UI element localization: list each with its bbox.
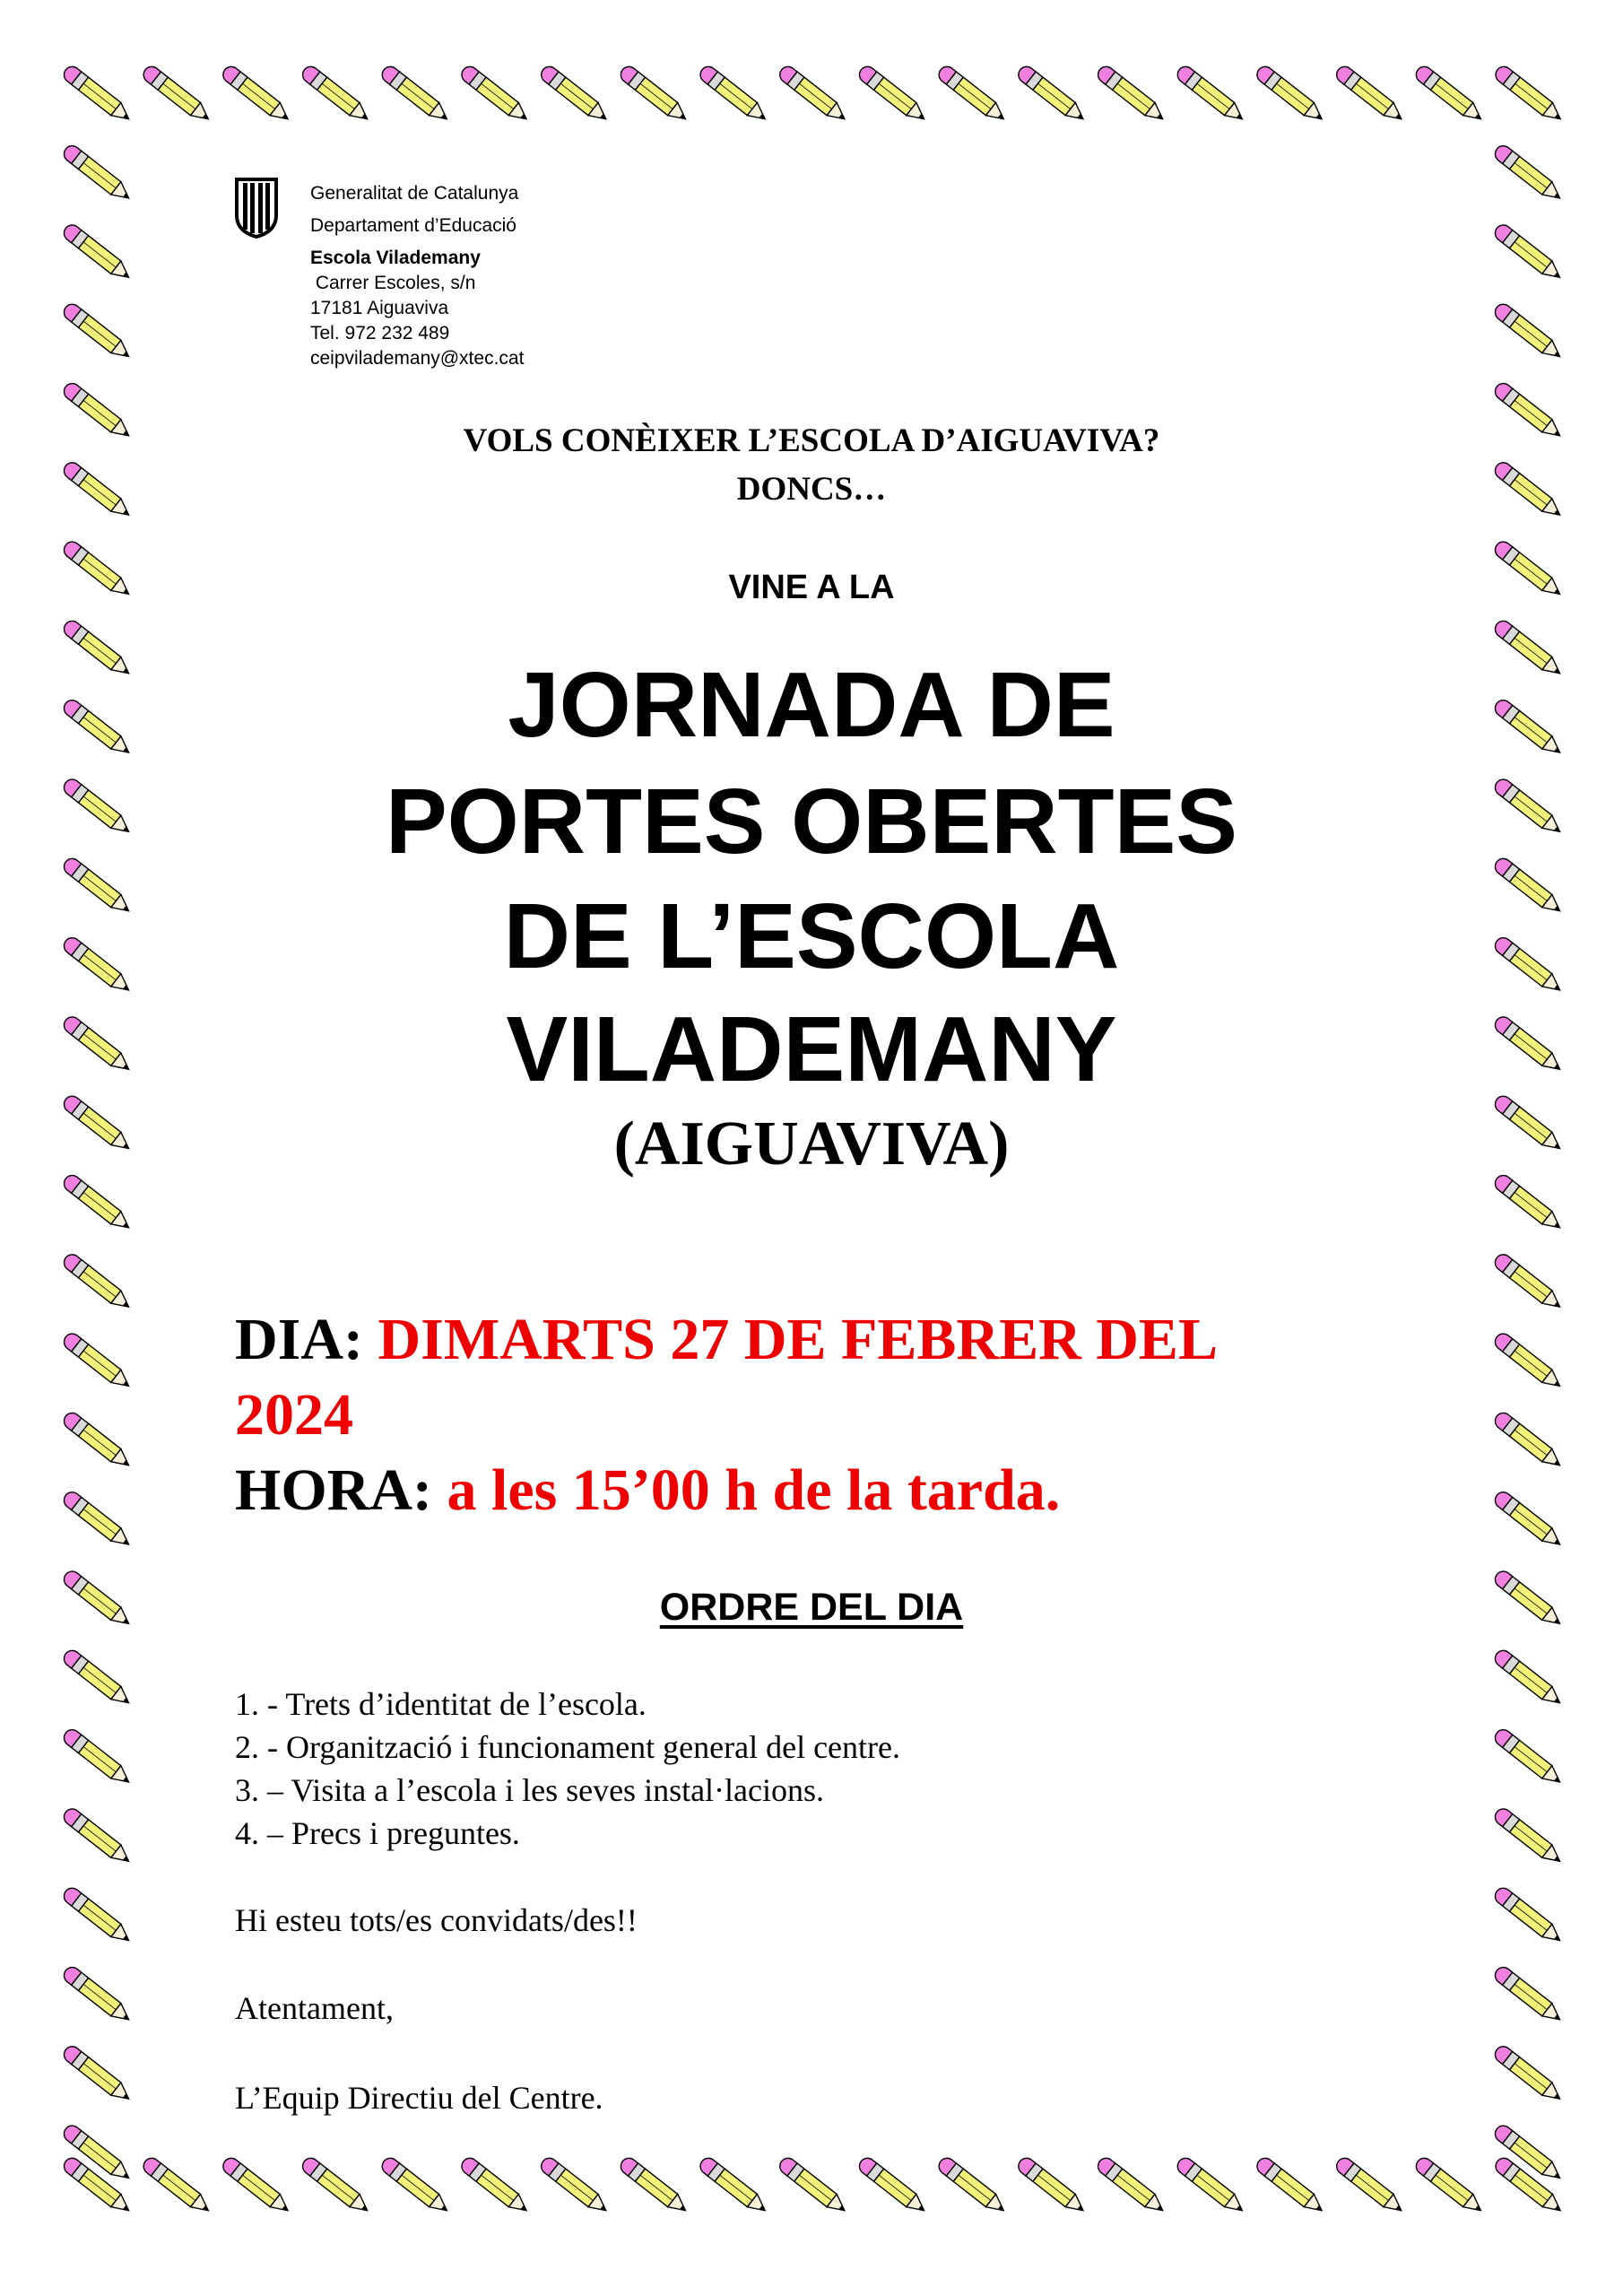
pencil-icon [1413, 64, 1486, 126]
pencil-icon [1492, 1331, 1565, 1393]
pencil-icon [61, 1964, 134, 2026]
pencil-icon [61, 1251, 134, 1313]
pencil-icon [1492, 2043, 1565, 2105]
invite-question-cont: DONCS… [736, 471, 887, 508]
pencil-icon [777, 64, 849, 126]
agenda-item: 1. - Trets d’identitat de l’escola. [235, 1686, 647, 1722]
pencil-icon [1333, 64, 1406, 126]
pencil-icon [61, 301, 134, 363]
letterhead-postcode-city: 17181 Aiguaviva [310, 298, 449, 318]
pencil-icon [61, 1410, 134, 1472]
pencil-icon [61, 1331, 134, 1393]
title-line-1: JORNADA DE [508, 653, 1115, 756]
pencil-icon [1492, 1805, 1565, 1867]
come-to-label: VINE A LA [728, 569, 895, 606]
pencil-icon [1015, 64, 1088, 126]
pencil-icon [61, 1489, 134, 1551]
agenda-item: 4. – Precs i preguntes. [235, 1815, 520, 1851]
pencil-icon [458, 2155, 531, 2217]
pencil-icon [1095, 64, 1167, 126]
invite-question: VOLS CONÈIXER L’ESCOLA D’AIGUAVIVA? [463, 422, 1160, 459]
pencil-icon [61, 222, 134, 283]
letterhead-phone: Tel. 972 232 489 [310, 323, 450, 344]
closing-invite: Hi esteu tots/es convidats/des!! [235, 1902, 638, 1938]
event-time [235, 1457, 1060, 1525]
pencil-icon [61, 1172, 134, 1234]
pencil-icon [1492, 1648, 1565, 1709]
title-line-3: DE L’ESCOLA [503, 884, 1120, 987]
pencil-icon [379, 64, 452, 126]
event-day-value: DIMARTS 27 DE FEBRER DEL [378, 1307, 1218, 1372]
pencil-icon [1492, 1885, 1565, 1947]
event-time-value: a les 15’00 h de la tarda. [447, 1457, 1061, 1523]
pencil-icon [856, 64, 929, 126]
title-place: (AIGUAVIVA) [613, 1109, 1010, 1178]
agenda-list [235, 1683, 900, 1855]
pencil-icon [1175, 64, 1247, 126]
pencil-icon [1095, 2155, 1167, 2217]
pencil-icon [220, 64, 292, 126]
pencil-icon [458, 64, 531, 126]
pencil-icon [1333, 2155, 1406, 2217]
pencil-icon [1492, 64, 1565, 126]
pencil-icon [1492, 1964, 1565, 2026]
generalitat-four-bars-icon [231, 176, 282, 240]
pencil-icon [936, 64, 1009, 126]
pencil-icon [61, 1805, 134, 1867]
agenda-item: 3. – Visita a l’escola i les seves instal·lacions. [235, 1772, 825, 1808]
pencil-icon [697, 2155, 769, 2217]
pencil-icon [299, 64, 372, 126]
pencil-icon [299, 2155, 372, 2217]
pencil-icon [1254, 2155, 1326, 2217]
pencil-icon [777, 2155, 849, 2217]
pencil-icon [1492, 1410, 1565, 1472]
pencil-icon [538, 2155, 611, 2217]
pencil-icon [61, 1885, 134, 1947]
pencil-icon [618, 2155, 690, 2217]
letterhead-email: ceipvilademany@xtec.cat [310, 348, 525, 369]
pencil-icon [1015, 2155, 1088, 2217]
pencil-icon [141, 64, 213, 126]
pencil-icon [61, 1726, 134, 1788]
pencil-icon [1492, 1172, 1565, 1234]
event-time-label: HORA: [235, 1457, 432, 1523]
closing-signature: L’Equip Directiu del Centre. [235, 2080, 603, 2116]
pencil-icon [1492, 1489, 1565, 1551]
letterhead-department: Departament d’Educació [310, 215, 516, 236]
event-day-value-cont: 2024 [235, 1382, 353, 1448]
closing-regards: Atentament, [235, 1990, 394, 2026]
pencil-icon [1254, 64, 1326, 126]
pencil-icon [1175, 2155, 1247, 2217]
event-day-label: DIA: [235, 1307, 363, 1372]
pencil-icon [141, 2155, 213, 2217]
pencil-icon [1492, 1251, 1565, 1313]
event-day [235, 1306, 1218, 1374]
pencil-icon [1492, 143, 1565, 204]
title-line-4: VILADEMANY [506, 997, 1117, 1100]
letterhead-government: Generalitat de Catalunya [310, 183, 519, 204]
pencil-icon [61, 2043, 134, 2105]
pencil-icon [1492, 301, 1565, 363]
pencil-icon [61, 64, 134, 126]
pencil-icon [618, 64, 690, 126]
pencil-icon [538, 64, 611, 126]
pencil-icon [220, 2155, 292, 2217]
title-line-2: PORTES OBERTES [385, 770, 1238, 873]
letterhead-school-name: Escola Vilademany [310, 248, 481, 268]
pencil-icon [936, 2155, 1009, 2217]
letterhead-street: Carrer Escoles, s/n [310, 273, 476, 293]
agenda-title: ORDRE DEL DIA [659, 1586, 964, 1629]
pencil-icon [1492, 222, 1565, 283]
pencil-icon [1413, 2155, 1486, 2217]
pencil-icon [61, 1648, 134, 1709]
pencil-icon [697, 64, 769, 126]
pencil-icon [379, 2155, 452, 2217]
agenda-item: 2. - Organització i funcionament general del centre. [235, 1729, 901, 1765]
pencil-icon [61, 143, 134, 204]
pencil-icon [856, 2155, 929, 2217]
pencil-icon [1492, 1726, 1565, 1788]
